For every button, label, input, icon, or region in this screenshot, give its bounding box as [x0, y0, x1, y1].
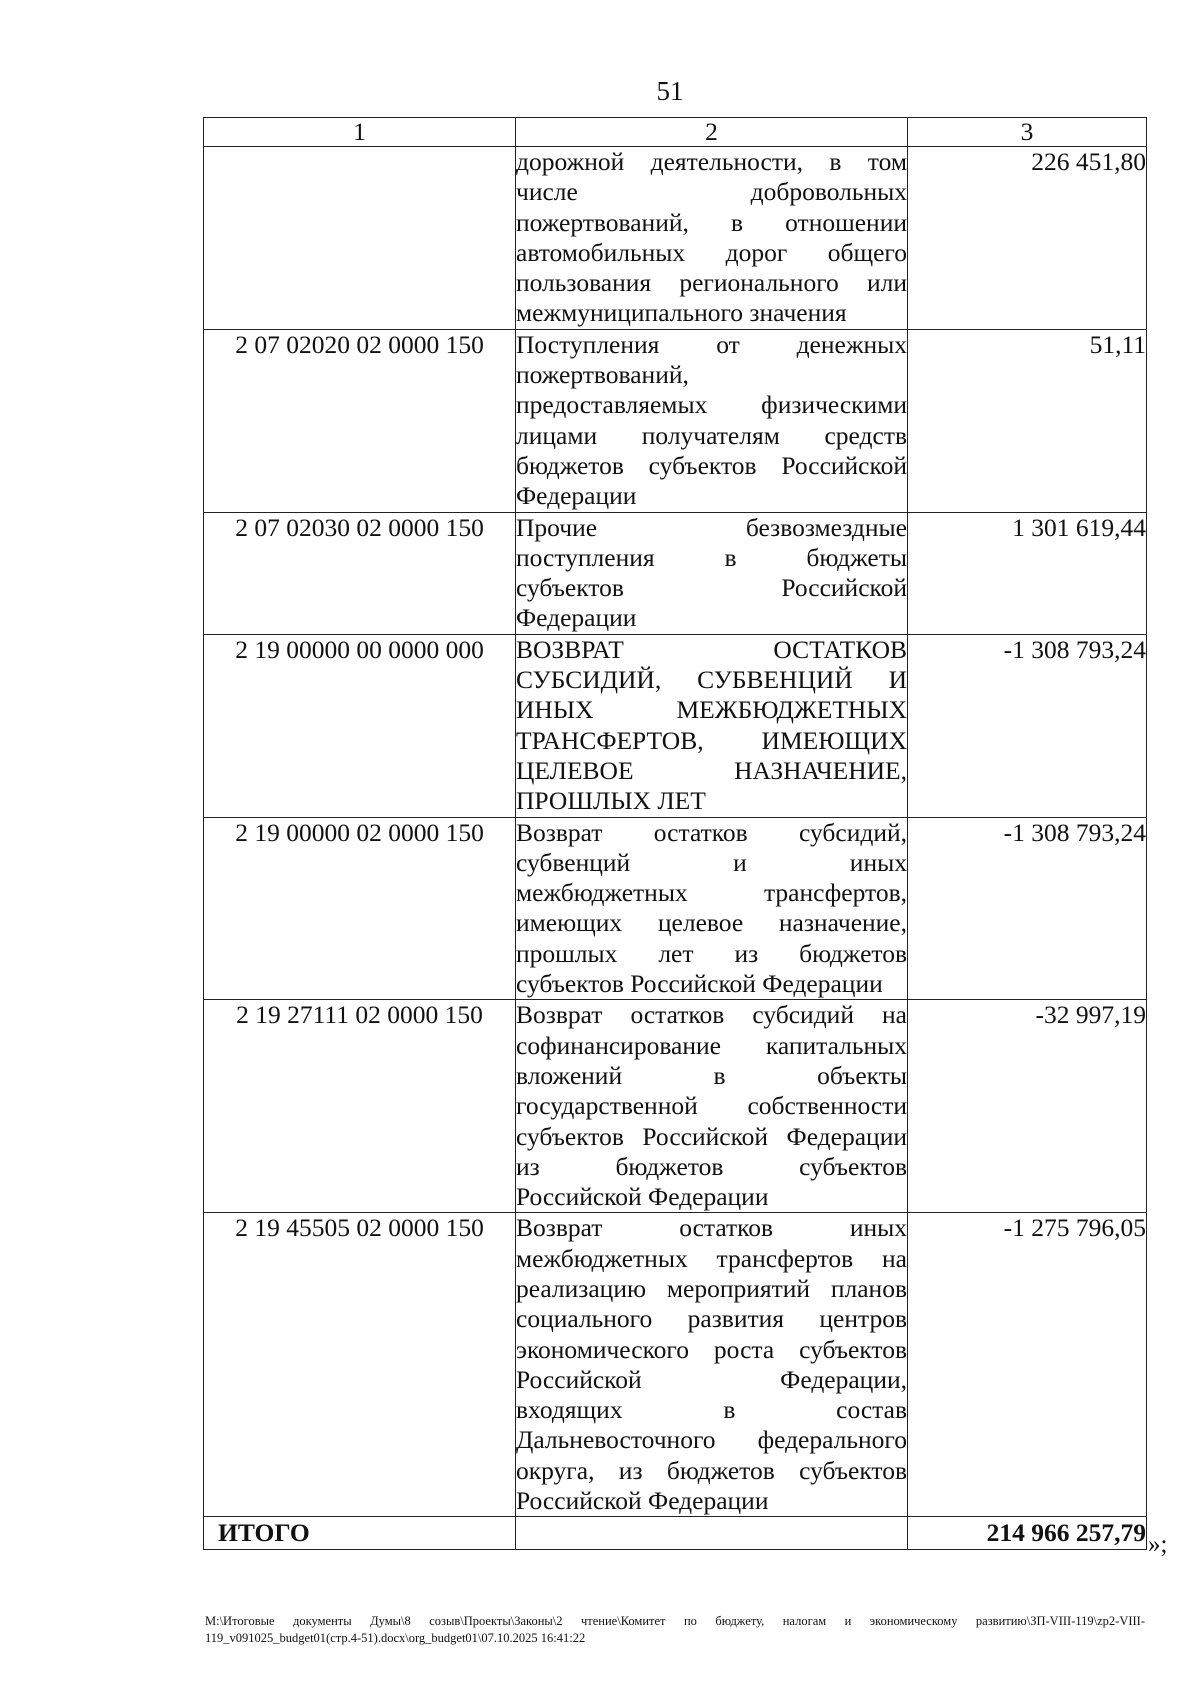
description-line: ВОЗВРАТ ОСТАТКОВ: [516, 634, 907, 664]
income-description: [516, 329, 908, 512]
description-line: пожертвований, в отношении: [516, 207, 907, 237]
budget-code: 2 07 02030 02 0000 150: [204, 512, 516, 634]
description-line: бюджетов субъектов Российской: [516, 450, 907, 480]
description-line: пожертвований,: [516, 360, 689, 390]
total-amount: 214 966 257,79: [908, 1517, 1147, 1550]
amount: 1 301 619,44: [908, 512, 1147, 634]
table-row: [204, 817, 1147, 1000]
description-line: пользования регионального или: [516, 268, 907, 298]
description-line: субъектов Российской Федерации: [516, 969, 883, 999]
description-line: Возврат остатков иных: [516, 1213, 907, 1243]
description-line: поступления в бюджеты: [516, 542, 907, 572]
description-line: дорожной деятельности, в том: [516, 147, 907, 176]
description-line: лицами получателям средств: [516, 420, 907, 450]
description-line: автомобильных дорог общего: [516, 237, 907, 267]
description-line: Федерации: [516, 603, 637, 633]
amount: -1 308 793,24: [908, 817, 1147, 1000]
amount: -1 275 796,05: [908, 1213, 1147, 1517]
description-line: ЦЕЛЕВОЕ НАЗНАЧЕНИЕ,: [516, 755, 907, 785]
description-line: ИНЫХ МЕЖБЮДЖЕТНЫХ: [516, 695, 907, 725]
table-body: [204, 147, 1147, 1517]
description-line: имеющих целевое назначение,: [516, 908, 907, 938]
description-line: экономического роста субъектов: [516, 1334, 907, 1364]
description-line: Федерации: [516, 481, 637, 511]
amount: -32 997,19: [908, 1000, 1147, 1213]
amount: -1 308 793,24: [908, 634, 1147, 817]
description-line: округа, из бюджетов субъектов: [516, 1455, 907, 1485]
table-row: [204, 1000, 1147, 1213]
income-description: [516, 147, 908, 330]
header-column-2: 2: [516, 118, 908, 147]
table-row: [204, 147, 1147, 330]
description-line: предоставляемых физическими: [516, 390, 907, 420]
income-description: [516, 1213, 908, 1517]
total-description: [516, 1517, 908, 1550]
page-number: 51: [656, 76, 684, 106]
description-line: социального развития центров: [516, 1304, 907, 1334]
description-line: из бюджетов субъектов: [516, 1151, 907, 1181]
budget-table: [203, 117, 1147, 1550]
description-line: входящих в состав: [516, 1395, 907, 1425]
description-line: Российской Федерации: [516, 1486, 769, 1516]
table-row: [204, 512, 1147, 634]
budget-code: 2 07 02020 02 0000 150: [204, 329, 516, 512]
closing-quote: »;: [1148, 1531, 1168, 1558]
budget-code: [204, 147, 516, 330]
table-row: [204, 329, 1147, 512]
description-line: прошлых лет из бюджетов: [516, 938, 907, 968]
description-line: софинансирование капитальных: [516, 1030, 907, 1060]
description-line: вложений в объекты: [516, 1060, 907, 1090]
file-path-footer: [205, 1613, 1145, 1647]
description-line: Поступления от денежных: [516, 329, 907, 359]
description-line: реализацию мероприятий планов: [516, 1273, 907, 1303]
total-row: [204, 1517, 1147, 1550]
table-row: [204, 634, 1147, 817]
description-line: межбюджетных трансфертов,: [516, 878, 907, 908]
description-line: ТРАНСФЕРТОВ, ИМЕЮЩИХ: [516, 725, 907, 755]
amount: 226 451,80: [908, 147, 1147, 330]
footer-line-1: M:\Итоговые документы Думы\8 созыв\Проекты\Законы\2 чтение\Комитет по бюджету, налогам и экономическому развитию\ЗП-VIII-119\zp2-VIII-: [205, 1614, 1145, 1628]
description-line: межбюджетных трансфертов на: [516, 1243, 907, 1273]
description-line: Российской Федерации,: [516, 1364, 907, 1394]
description-line: Прочие безвозмездные: [516, 512, 907, 542]
footer-line-2: 119_v091025_budget01(стр.4-51).docx\org_budget01\07.10.2025 16:41:22: [205, 1631, 586, 1645]
total-label: ИТОГО: [204, 1517, 516, 1550]
budget-code: 2 19 00000 02 0000 150: [204, 817, 516, 1000]
description-line: Возврат остатков субсидий на: [516, 1000, 907, 1030]
income-description: [516, 817, 908, 1000]
income-description: [516, 512, 908, 634]
header-column-1: 1: [204, 118, 516, 147]
description-line: межмуниципального значения: [516, 298, 847, 328]
table-row: [204, 1213, 1147, 1517]
description-line: Дальневосточного федерального: [516, 1425, 907, 1455]
table-header-row: [204, 118, 1147, 147]
budget-code: 2 19 27111 02 0000 150: [204, 1000, 516, 1213]
income-description: [516, 634, 908, 817]
description-line: государственной собственности: [516, 1091, 907, 1121]
description-line: субъектов Российской: [516, 573, 907, 603]
header-column-3: 3: [908, 118, 1147, 147]
amount: 51,11: [908, 329, 1147, 512]
description-line: субвенций и иных: [516, 847, 907, 877]
description-line: субъектов Российской Федерации: [516, 1121, 907, 1151]
budget-code: 2 19 45505 02 0000 150: [204, 1213, 516, 1517]
budget-code: 2 19 00000 00 0000 000: [204, 634, 516, 817]
income-description: [516, 1000, 908, 1213]
description-line: СУБСИДИЙ, СУБВЕНЦИЙ И: [516, 665, 907, 695]
description-line: Российской Федерации: [516, 1182, 769, 1212]
description-line: ПРОШЛЫХ ЛЕТ: [516, 786, 706, 816]
description-line: Возврат остатков субсидий,: [516, 817, 907, 847]
description-line: числе добровольных: [516, 177, 907, 207]
